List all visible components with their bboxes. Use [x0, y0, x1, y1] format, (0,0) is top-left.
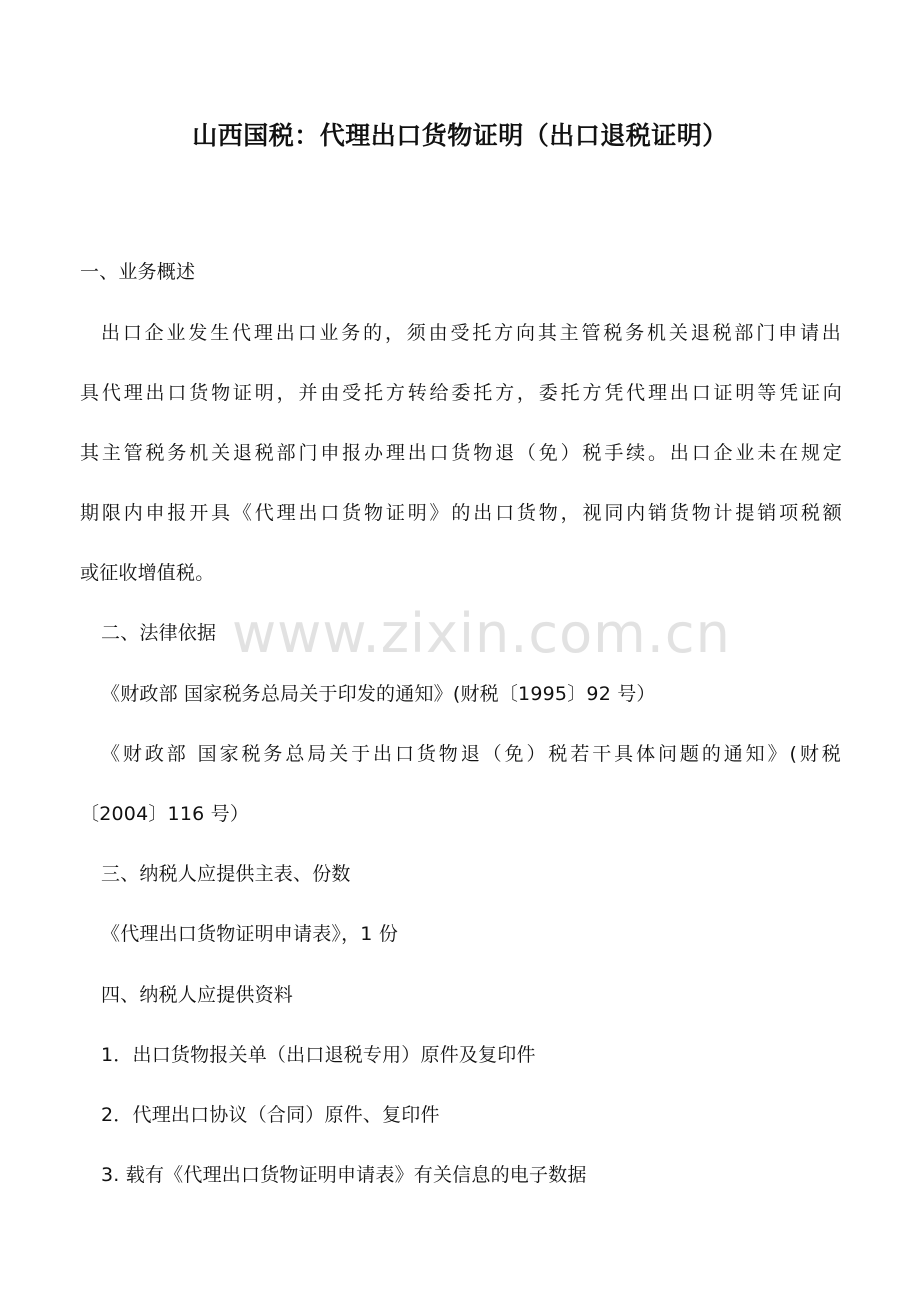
watermark: www.zixin.com.cn	[232, 602, 731, 665]
section-heading-materials: 四、纳税人应提供资料	[101, 984, 294, 1006]
paragraph-line: 或征收增值税。	[80, 562, 215, 584]
paragraph-line: 期限内申报开具《代理出口货物证明》的出口货物，视同内销货物计提销项税额	[80, 502, 842, 524]
list-item: 3. 载有《代理出口货物证明申请表》有关信息的电子数据	[101, 1164, 587, 1186]
form-requirement: 《代理出口货物证明申请表》，1 份	[101, 923, 399, 945]
legal-reference-continuation: 〔2004〕116 号）	[80, 803, 250, 825]
paragraph-line: 其主管税务机关退税部门申报办理出口货物退（免）税手续。出口企业未在规定	[80, 442, 842, 464]
list-item: 1．出口货物报关单（出口退税专用）原件及复印件	[101, 1044, 536, 1066]
paragraph-line: 出口企业发生代理出口业务的，须由受托方向其主管税务机关退税部门申请出	[101, 322, 841, 344]
section-heading-main-forms: 三、纳税人应提供主表、份数	[101, 863, 351, 885]
legal-reference: 《财政部 国家税务总局关于印发的通知》(财税〔1995〕92 号）	[101, 683, 656, 705]
section-heading-legal-basis: 二、法律依据	[101, 622, 217, 644]
section-heading-overview: 一、业务概述	[80, 261, 196, 283]
list-item: 2．代理出口协议（合同）原件、复印件	[101, 1104, 440, 1126]
legal-reference: 《财政部 国家税务总局关于出口货物退（免）税若干具体问题的通知》(财税	[101, 743, 841, 765]
document-title: 山西国税：代理出口货物证明（出口退税证明）	[192, 121, 728, 150]
paragraph-line: 具代理出口货物证明，并由受托方转给委托方，委托方凭代理出口证明等凭证向	[80, 382, 842, 404]
